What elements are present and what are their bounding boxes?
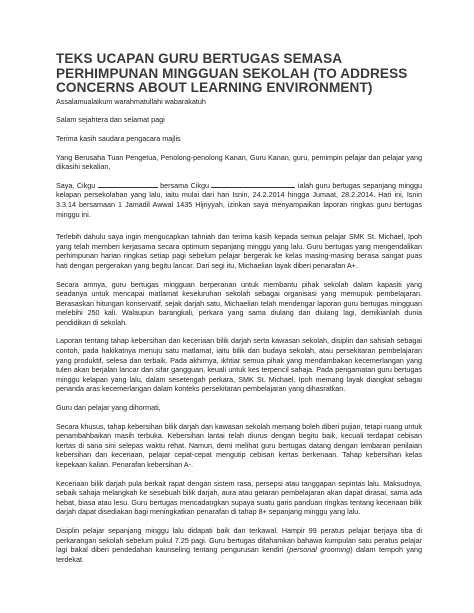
thanks-line: Terima kasih saudara pengacara majlis xyxy=(56,133,181,143)
paragraph-thanks: Terlebih dahulu saya ingin mengucapkan tahniah dan terima kasih kepada semua pelajar SMK St. Michael, Ipoh yang telah memberi kerjasama secara optimum sepanjang minggu yang lalu. Guru bertugas yang mengendalikan perhimpunan harian ringkas setiap pagi sebelum pelajar bergerak ke kelas masing-masing berasa sangat puas hati dengan pergerakan yang begitu lancar. Dari segi itu, Michaelian layak diberi penarafan A+. xyxy=(56,232,422,270)
discipline-part-b: ) dalam tempoh yang terdekat. xyxy=(56,545,422,564)
discipline-italic: personal grooming xyxy=(289,545,351,555)
document-title: TEKS UCAPAN GURU BERTUGAS SEMASA PERHIMPUNAN MINGGUAN SEKOLAH (TO ADDRESS CONCERNS ABOUT LEARNING ENVIRONMENT) xyxy=(56,51,408,96)
name-blank-1 xyxy=(98,181,158,188)
salam-line: Salam sejahtera dan selamat pagi xyxy=(56,115,165,125)
paragraph-cleanliness: Laporan tentang tahap kebersihan dan keceriaan bilik darjah serta kawasan sekolah, disiplin dan sahsiah sebagai contoh, pada hakikatnya menuju satu matlamat, iaitu bilik dan budaya sekolah, atau persekitaran pembelajaran yang produktif, selesa dan terbaik. Pada akhirnya, ikhtiar semua pihak yang mendambakan kecemerlangan yang tulen akan berjalan lancar dan sifar gangguan, keuali untuk kes terpencil sahaja. Pada pengamatan guru bertugas minggu kelapan yang lalu, dalam sesetengah perkara, SMK St. Michael, Ipoh memang layak diangkat sebagai penanda aras kecemerlangan dalam konteks persekitaran pembelajaran yang dihasratkan. xyxy=(56,336,422,394)
paragraph-discipline xyxy=(56,526,422,564)
intro-part-a: Saya, Cikgu xyxy=(56,180,96,190)
address-line-2: Guru dan pelajar yang dihormati, xyxy=(56,403,161,413)
name-blank-2 xyxy=(211,181,295,188)
paragraph-specific: Secara khusus, tahap kebersihan bilik darjah dan kawasan sekolah memang boleh diberi pujian, tetapi ruang untuk penambahbaikan masih terbuka. Kebersihan lantai telah diurus dengan begitu baik, kecuali terdapat cebisan kertas di sana sini selepas waktu rehat. Namun, demi melihat guru bertugas datang dengan lembaran penilaian kebersihan dan keceriaan, pelajar cepat-cepat mengutip cebisan kertas berkenaan. Tahap kebersihan kelas kepekaan kalian. Penarafan kebersihan A-. xyxy=(56,421,422,469)
intro-part-c: ialah guru bertugas sepanjang minggu kelapan persekolahan yang lalu, iaitu mulai dari hari Isnin, 24.2.2014 hingga Jumaat, 28.2.2014. Hari ini, Isnin 3.3.14 bersamaan 1 Jamadil Awwal 1435 Hijriyyah, izinkan saya menyampaikan laporan ringkas guru bertugas minggu ini. xyxy=(56,180,423,219)
paragraph-overall: Secara amnya, guru bertugas mingguan berperanan untuk membantu pihak sekolah dalam kapasiti yang seadanya untuk mencapai matlamat keseluruhan sekolah sebagai organisasi yang memupuk pembelajaran. Berasaskan hitungan konservatif, sejak darjah satu, Michaelian telah mendengar laporan guru bertugas mingguan melebihi 250 kali. Walaupun barangkali, perkara yang sama diulang dan diulang lagi, demikianlah dunia pendidikan di sekolah. xyxy=(56,279,422,327)
document-page xyxy=(56,52,422,564)
address-line: Yang Berusaha Tuan Pengetua, Penolong-penolong Kanan, Guru Kanan, guru, pemimpin pelajar dan pelajar yang dikasihi sekalian, xyxy=(56,152,422,172)
discipline-part-a: Disiplin pelajar sepanjang minggu lalu didapati baik dan terkawal. Hampir 99 peratus pelajar berjaya tiba di perkarangan sekolah sebelum pukul 7.25 pagi. Guru bertugas difahamkan bahawa kumpulan satu peratus pelajar lagi bakal diberi pendedahan kaunseling tentang pengurusan kendiri ( xyxy=(56,525,422,555)
greeting: Assalamualaikum warahmatullahi wabarakatuh xyxy=(56,96,206,106)
paragraph-cheer: Keceriaan bilik darjah pula berkait rapat dengan sistem rasa, persepsi atau tanggapan sepintas lalu. Maksudnya, sebaik sahaja melangkah ke sesebuah bilik darjah, aura atau getaran pembelajaran akan dapat dirasai, sama ada hebat, biasa atau lesu. Guru bertugas mencadangkan supaya suatu garis panduan ringkas tentang keceriaan bilik darjah dapat disediakan bagi meningkatkan penarafan di tahap 8+ sepanjang minggu yang lalu. xyxy=(56,478,422,517)
intro-part-b: bersama Cikgu xyxy=(160,180,209,190)
intro-paragraph xyxy=(56,181,422,219)
